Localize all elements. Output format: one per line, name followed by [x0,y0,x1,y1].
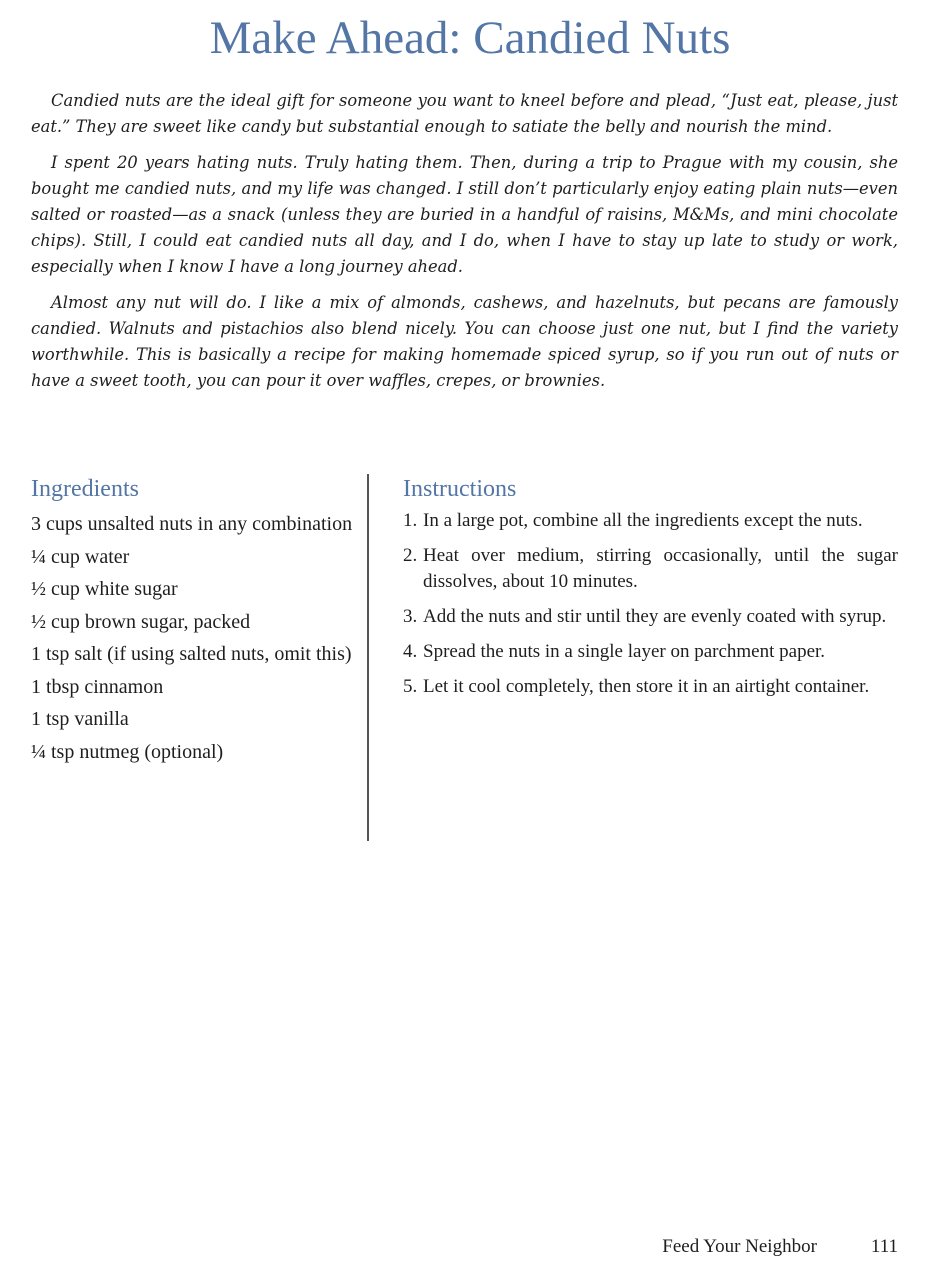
ingredient-item: 1 tsp salt (if using salted nuts, omit this) [31,643,352,665]
page-title: Make Ahead: Candied Nuts [209,12,731,64]
instruction-step [403,604,898,630]
ingredient-item: 1 tbsp cinnamon [31,675,164,698]
step-text: In a large pot, combine all the ingredients except the nuts. [423,510,863,531]
step-text: Spread the nuts in a single layer on parchment paper. [423,641,826,662]
instruction-step [403,508,898,534]
intro-section [31,88,898,404]
instruction-step [403,674,898,700]
ingredient-item: ½ cup brown sugar, packed [31,610,251,633]
instruction-step [403,543,898,595]
step-number: 3. [403,606,418,627]
ingredient-item: ¼ cup water [31,545,130,568]
ingredient-item: 3 cups unsalted nuts in any combination [31,513,353,535]
footer-book-title: Feed Your Neighbor [662,1236,817,1257]
ingredients-heading: Ingredients [31,476,139,502]
step-number: 2. [403,545,418,566]
step-number: 1. [403,510,418,531]
ingredient-item: 1 tsp vanilla [31,708,129,730]
ingredient-item: ¼ tsp nutmeg (optional) [31,740,224,763]
step-text: Let it cool completely, then store it in an airtight container. [423,676,870,697]
ingredients-list [31,508,356,768]
step-text: Heat over medium, stirring occasionally, until the sugar dissolves, about 10 minutes. [423,545,898,592]
ingredient-item: ½ cup white sugar [31,578,178,600]
instructions-heading: Instructions [403,476,517,502]
column-divider [367,474,369,841]
page-footer [662,1234,898,1260]
page-number: 111 [870,1236,898,1257]
step-text: Add the nuts and stir until they are evenly coated with syrup. [423,606,887,627]
instruction-step [403,639,898,665]
instructions-list [403,508,898,700]
ingredients-section [31,474,356,768]
intro-paragraph: I spent 20 years hating nuts. Truly hating them. Then, during a trip to Prague with my cousin, she bought me candied nuts, and my life was changed. I still don’t particularly enjoy eating plain nuts—even salted or roasted—as a snack (unless they are buried in a handful of raisins, M&Ms, and mini chocolate chips). Still, I could eat candied nuts all day, and I do, when I have to stay up late to study or work, especially when I know I have a long journey ahead. [31,153,898,276]
intro-paragraph: Candied nuts are the ideal gift for someone you want to kneel before and plead, “Just eat, please, just eat.” They are sweet like candy but substantial enough to satiate the belly and nourish the mind. [31,91,898,136]
step-number: 5. [403,676,418,697]
intro-paragraph: Almost any nut will do. I like a mix of almonds, cashews, and hazelnuts, but pecans are famously candied. Walnuts and pistachios also blend nicely. You can choose just one nut, but I find the variety worthwhile. This is basically a recipe for making homemade spiced syrup, so if you run out of nuts or have a sweet tooth, you can pour it over waffles, crepes, or brownies. [31,293,898,390]
instructions-section [403,474,898,709]
step-number: 4. [403,641,418,662]
